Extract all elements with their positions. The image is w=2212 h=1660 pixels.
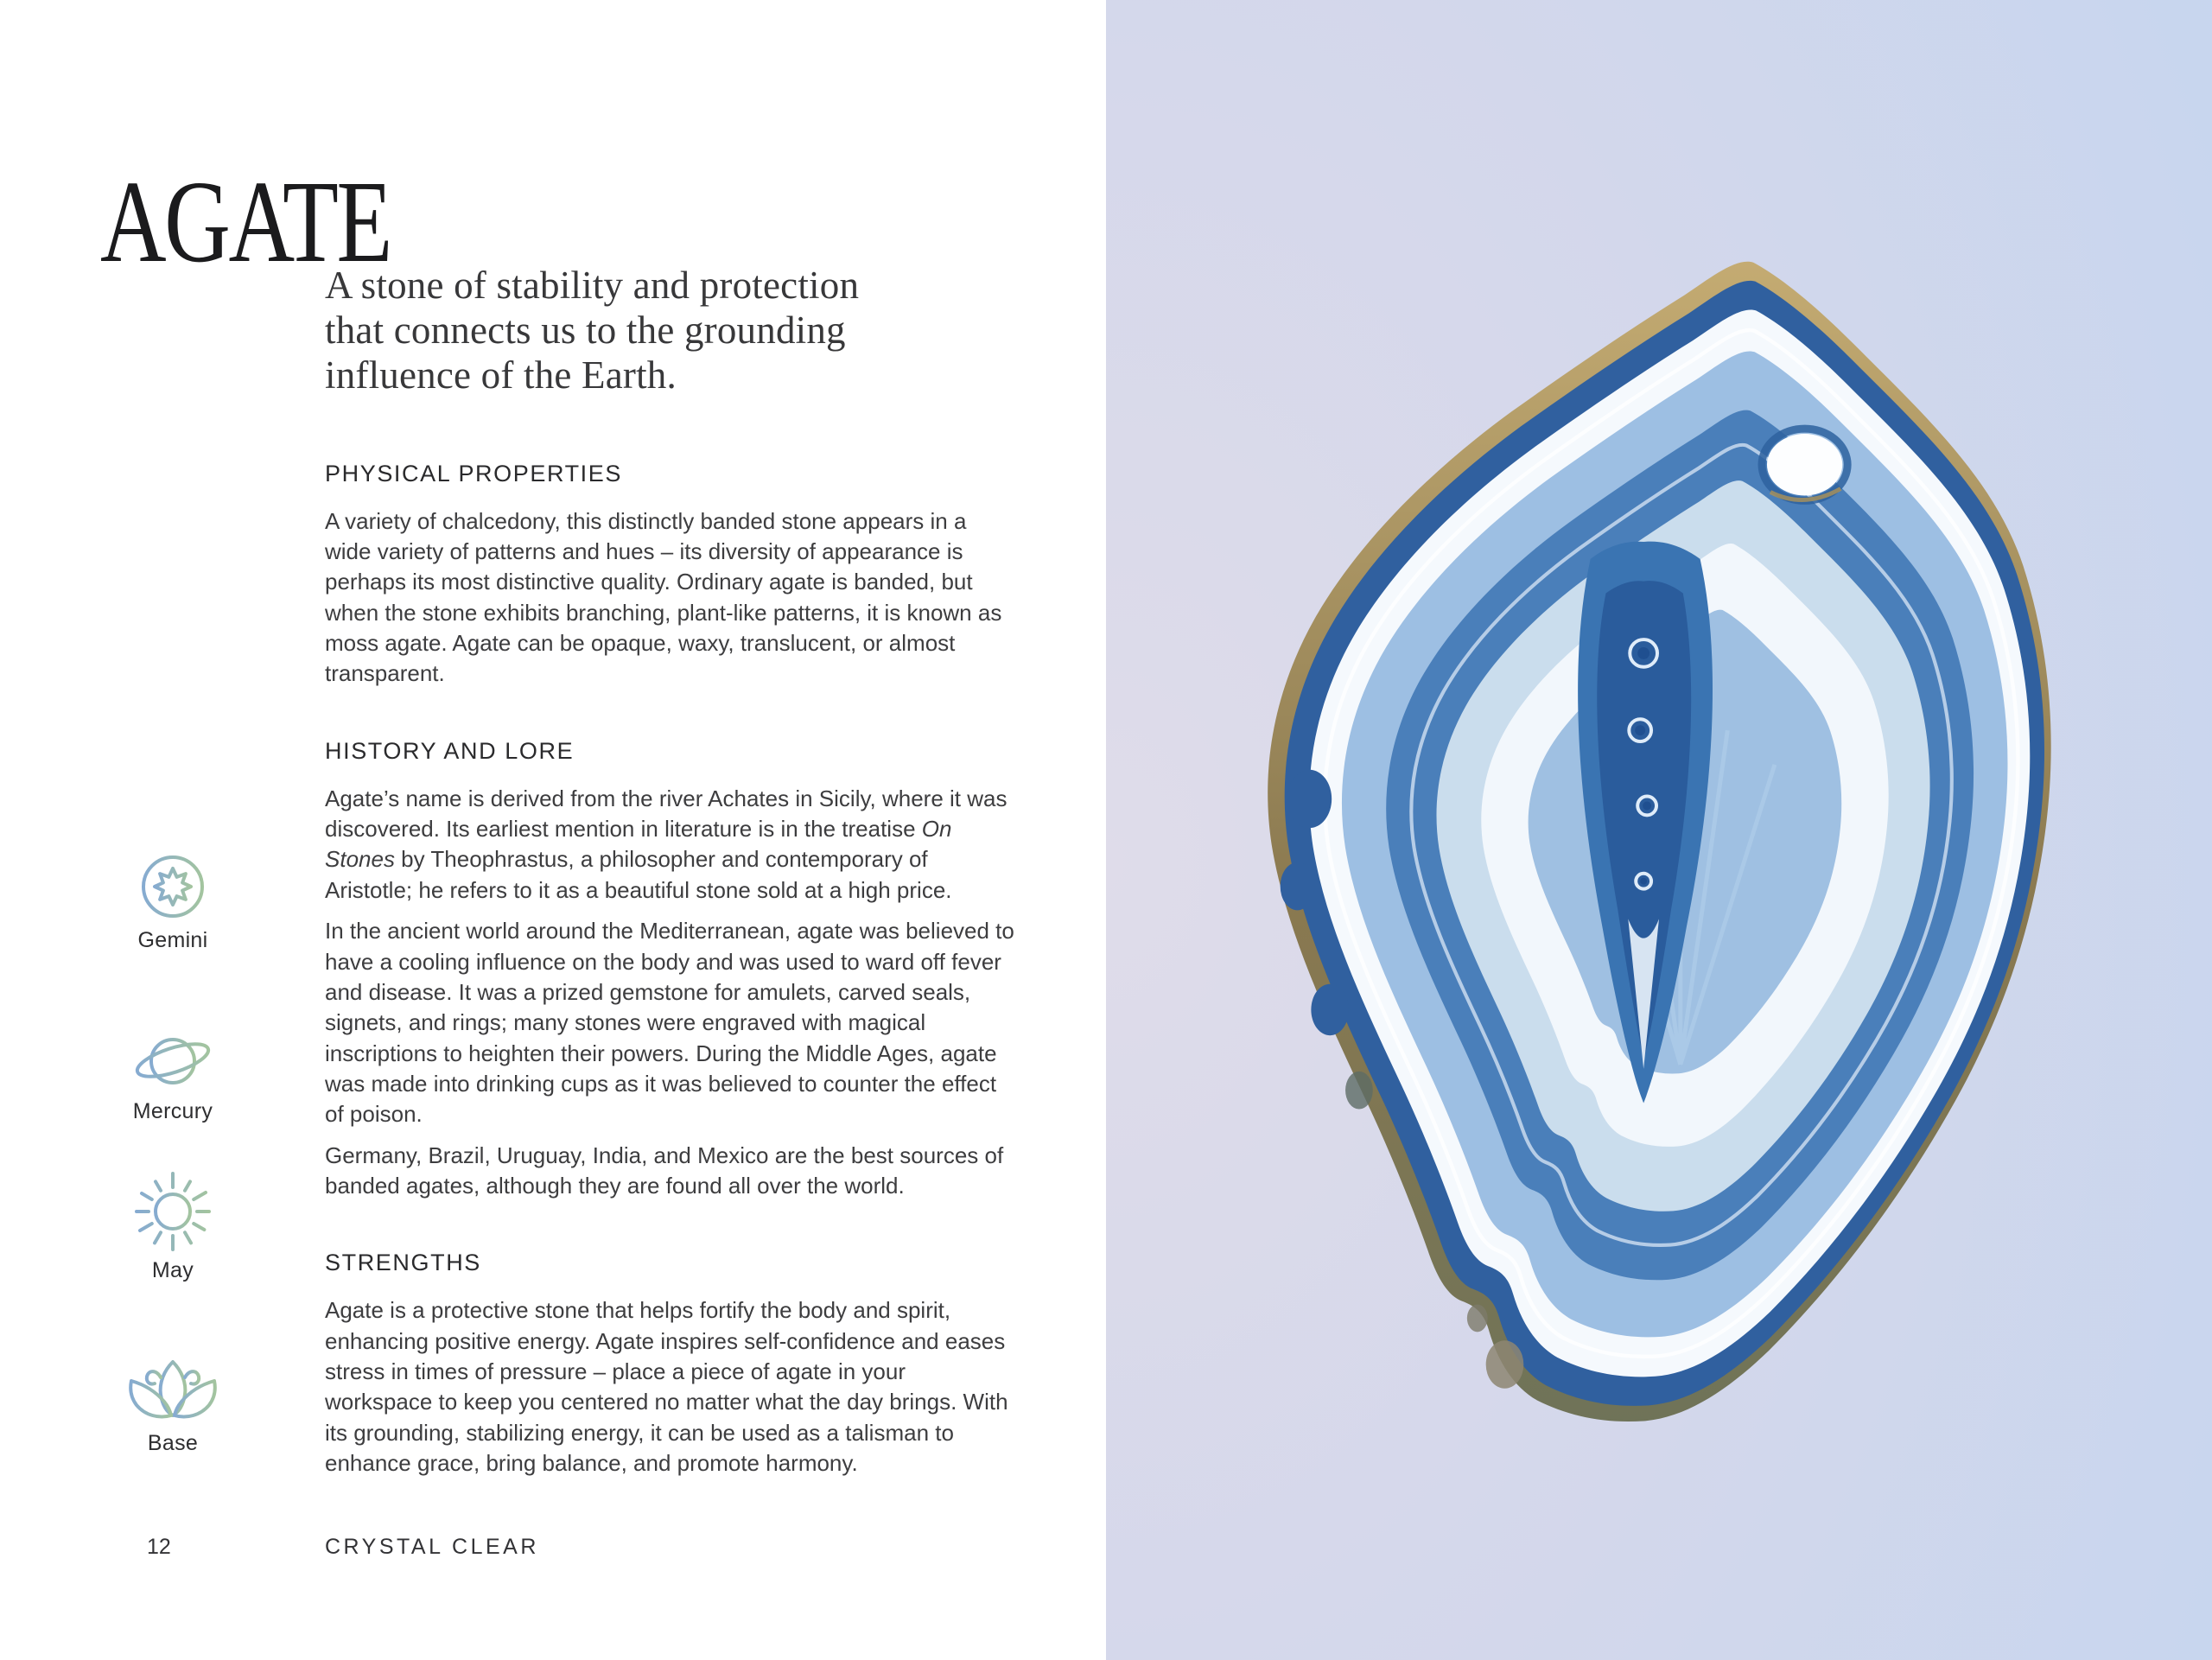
sidebar-label-month: May [151, 1258, 194, 1282]
sidebar-item-base [111, 1357, 235, 1456]
running-book-title: CRYSTAL CLEAR [325, 1535, 539, 1559]
page-title: AGATE [100, 157, 391, 288]
strengths-paragraph: Agate is a protective stone that helps fortify the body and spirit, enhancing positive energy. Agate inspires self-confidence and eases stress in times of pressure – place a piece of agate in your workspace to keep you centered no matter what the day brings. With its grounding, stabilizing energy, it can be used as a talisman to enhance grace, bring balance, and promote harmony. [325, 1297, 1008, 1477]
lotus-icon [128, 1357, 218, 1424]
main-text-column [325, 263, 1018, 1490]
lead-subtitle [325, 263, 1018, 398]
section-heading-physical-properties: PHYSICAL PROPERTIES [325, 460, 622, 487]
subtitle-line: that connects us to the grounding [325, 308, 846, 353]
history-paragraph-2: In the ancient world around the Mediterranean, agate was believed to have a cooling influence on the body and was used to ward off fever and disease. It was a prized gemstone for amulets, carved seals, signets, and rings; many stones were engraved with magical inscriptions to heighten their powers. During the Middle Ages, agate was made into drinking cups as it was believed to counter the effect of poison. [325, 918, 1014, 1128]
section-heading-history-and-lore: HISTORY AND LORE [325, 737, 575, 764]
sidebar-label-chakra: Base [147, 1431, 199, 1455]
illustration-panel [1106, 0, 2212, 1660]
ringed-planet-icon [131, 1028, 214, 1092]
sun-icon [133, 1172, 213, 1251]
agate-watercolor-graphic [1248, 249, 2070, 1452]
history-paragraph-1 [325, 784, 1018, 906]
subtitle-line: influence of the Earth. [325, 353, 677, 398]
agate-geode-illustration [1248, 249, 2070, 1452]
pearl-inclusion [1762, 429, 1847, 500]
history-paragraph-3: Germany, Brazil, Uruguay, India, and Mexico are the best sources of banded agates, although they are found all over the world. [325, 1142, 1004, 1199]
book-title-on-stones: On Stones [325, 816, 952, 873]
history-p1-text: by Theophrastus, a philosopher and contemporary of Aristotle; he refers to it as a beautiful stone sold at a high price. [325, 846, 952, 903]
eight-point-star-circle-icon [138, 852, 207, 921]
sidebar-item-mercury [111, 1028, 235, 1124]
sidebar-label-planet: Mercury [132, 1099, 213, 1123]
physical-properties-paragraph: A variety of chalcedony, this distinctly banded stone appears in a wide variety of patterns and hues – its diversity of appearance is perhaps its most distinctive quality. Ordinary agate is banded, but when the stone exhibits branching, plant-like patterns, it is known as moss agate. Agate can be opaque, waxy, translucent, or almost transparent. [325, 507, 1002, 687]
history-p1-text: Agate’s name is derived from the river Achates in Sicily, where it was discovered. Its earliest mention in literature is in the treatise [325, 785, 1007, 843]
subtitle-line: A stone of stability and protection [325, 264, 860, 307]
sidebar-label-zodiac: Gemini [137, 928, 208, 952]
sidebar-item-gemini [111, 852, 235, 953]
sidebar-item-may [111, 1172, 235, 1283]
page-number: 12 [147, 1535, 171, 1559]
section-heading-strengths: STRENGTHS [325, 1250, 481, 1276]
